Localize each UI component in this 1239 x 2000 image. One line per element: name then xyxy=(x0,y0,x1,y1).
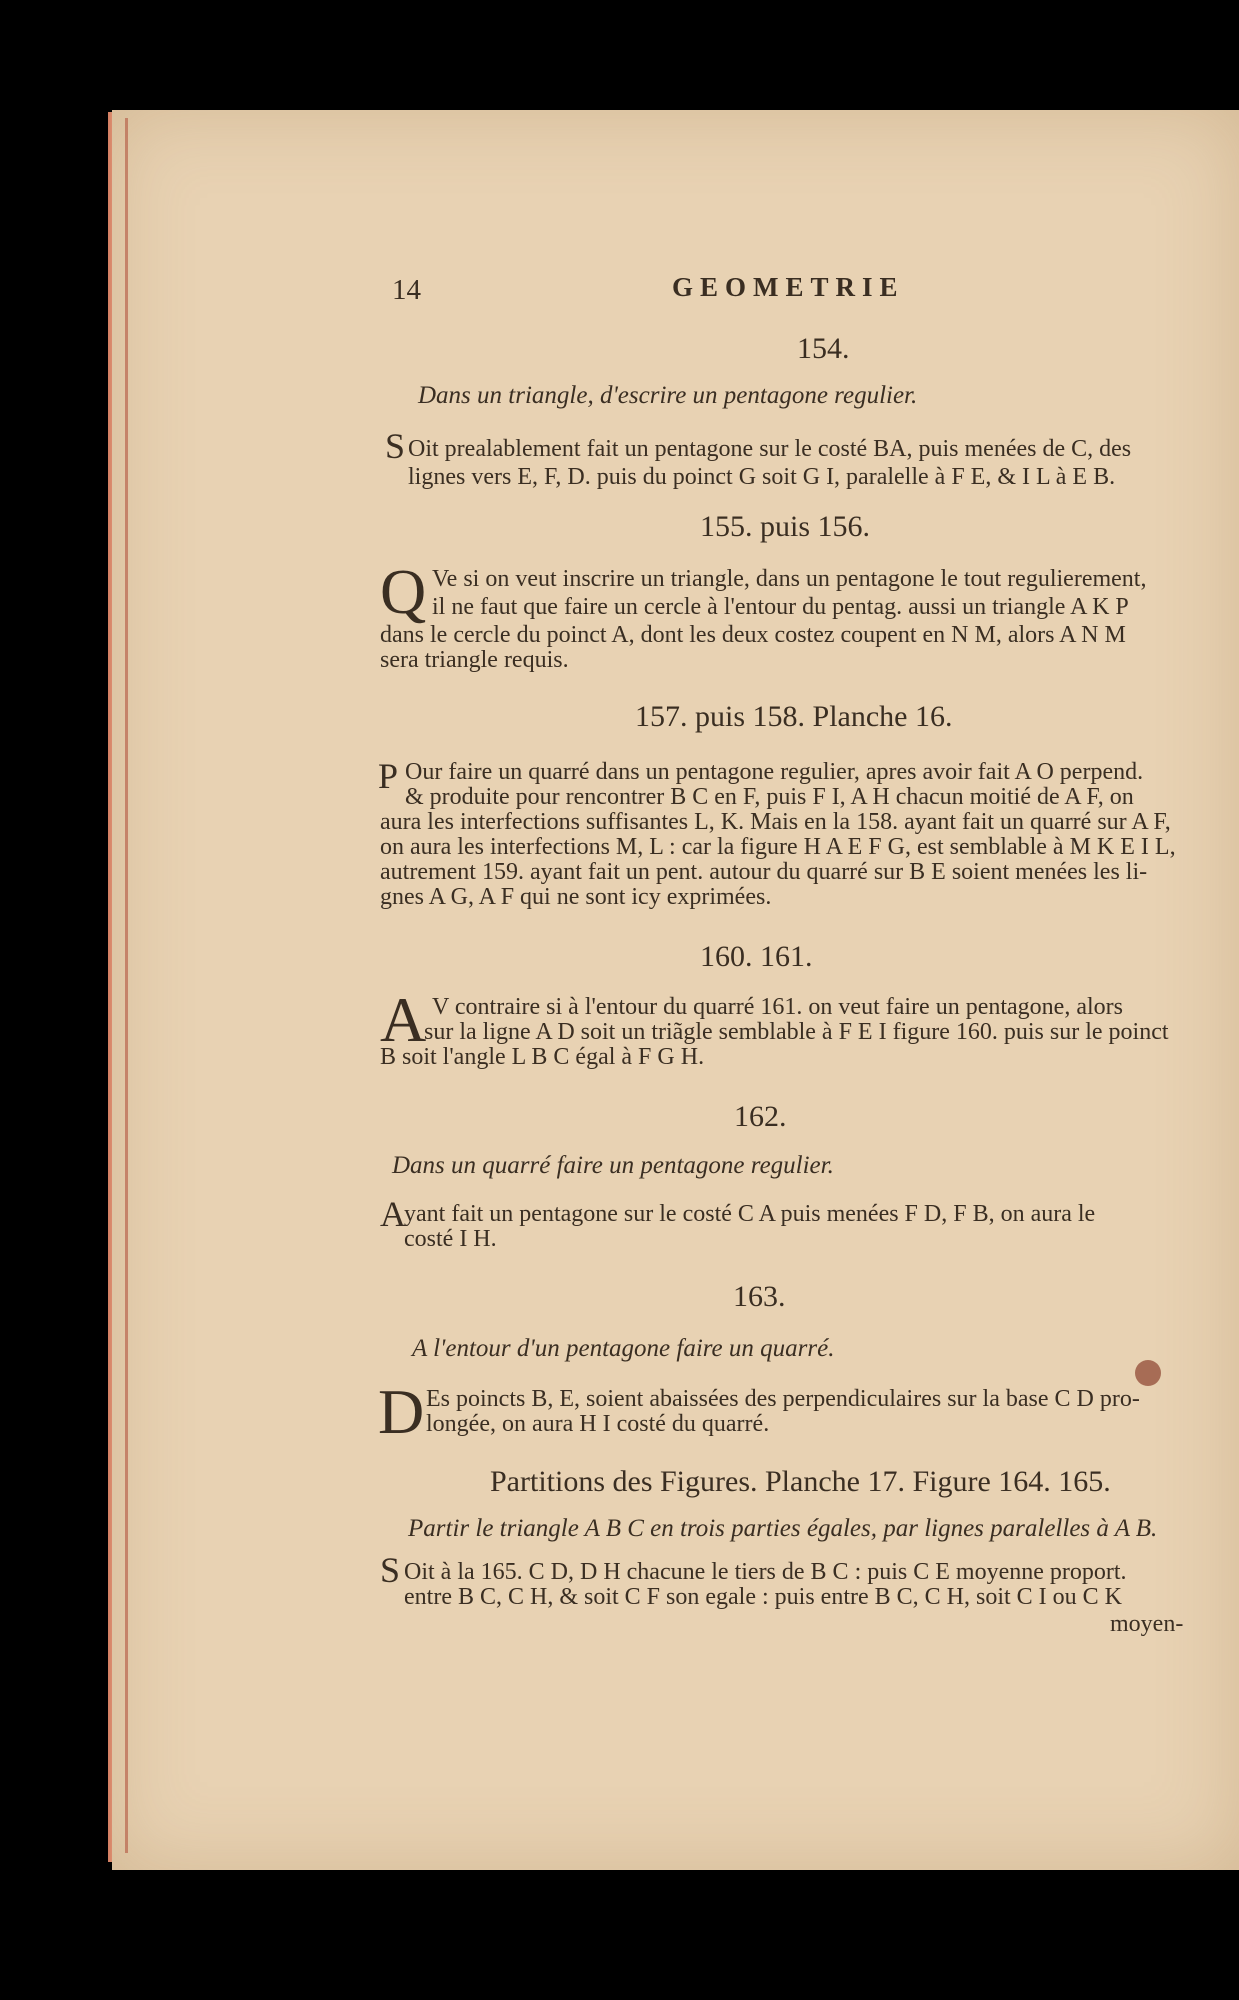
article-number: 160. 161. xyxy=(700,940,813,973)
article-title: Partir le triangle A B C en trois parties égales, par lignes paralelles à A B. xyxy=(408,1515,1158,1542)
text-line: autrement 159. ayant fait un pent. autour du quarré sur B E soient menées les li- xyxy=(380,859,1148,885)
article-number: 163. xyxy=(733,1280,786,1313)
article-title: Dans un triangle, d'escrire un pentagone regulier. xyxy=(418,382,918,409)
text-line: sera triangle requis. xyxy=(380,647,569,673)
article-number: 154. xyxy=(797,332,850,365)
text-line: yant fait un pentagone sur le costé C A puis menées F D, F B, on aura le xyxy=(404,1201,1096,1227)
article-number: 155. puis 156. xyxy=(700,510,871,543)
running-header: GEOMETRIE xyxy=(672,272,905,302)
article-number: 157. puis 158. Planche 16. xyxy=(635,700,953,733)
text-line: Es poincts B, E, soient abaissées des perpendiculaires sur la base C D pro- xyxy=(426,1386,1140,1412)
drop-cap: A xyxy=(380,1194,406,1234)
text-line: aura les interfections suffisantes L, K. Mais en la 158. ayant fait un quarré sur A F, xyxy=(380,809,1171,835)
article-title: A l'entour d'un pentagone faire un quarré. xyxy=(412,1335,835,1362)
text-line: costé I H. xyxy=(404,1226,497,1252)
catchword: moyen- xyxy=(1110,1611,1184,1637)
drop-cap: D xyxy=(378,1376,425,1447)
drop-cap: P xyxy=(378,756,399,796)
text-line: B soit l'angle L B C égal à F G H. xyxy=(380,1044,705,1070)
article-number: 162. xyxy=(734,1100,787,1133)
text-line: Ve si on veut inscrire un triangle, dans un pentagone le tout regulierement, xyxy=(432,566,1147,592)
drop-cap: Q xyxy=(380,556,427,627)
article-title: Dans un quarré faire un pentagone regulier. xyxy=(392,1152,834,1179)
text-line: sur la ligne A D soit un triãgle semblable à F E I figure 160. puis sur le poinct xyxy=(424,1019,1169,1045)
drop-cap: S xyxy=(380,1550,401,1590)
text-line: V contraire si à l'entour du quarré 161. on veut faire un pentagone, alors xyxy=(432,994,1123,1020)
text-line: gnes A G, A F qui ne sont icy exprimées. xyxy=(380,884,772,910)
text-line: & produite pour rencontrer B C en F, puis F I, A H chacun moitié de A F, on xyxy=(405,784,1134,810)
text-line: longée, on aura H I costé du quarré. xyxy=(426,1411,770,1437)
drop-cap: S xyxy=(385,426,406,466)
text-line: entre B C, C H, & soit C F son egale : puis entre B C, C H, soit C I ou C K xyxy=(404,1584,1122,1610)
section-heading: Partitions des Figures. Planche 17. Figure 164. 165. xyxy=(490,1465,1111,1498)
text-line: Oit prealablement fait un pentagone sur le costé BA, puis menées de C, des xyxy=(408,436,1132,462)
ink-stain xyxy=(1135,1360,1161,1386)
text-line: dans le cercle du poinct A, dont les deux costez coupent en N M, alors A N M xyxy=(380,622,1126,648)
text-line: Our faire un quarré dans un pentagone regulier, apres avoir fait A O perpend. xyxy=(405,759,1144,785)
page-number: 14 xyxy=(392,274,421,306)
text-line: on aura les interfections M, L : car la figure H A E F G, est semblable à M K E I L, xyxy=(380,834,1176,860)
text-line: il ne faut que faire un cercle à l'entour du pentag. aussi un triangle A K P xyxy=(432,594,1129,620)
text-line: Oit à la 165. C D, D H chacune le tiers de B C : puis C E moyenne proport. xyxy=(404,1559,1127,1585)
drop-cap: A xyxy=(380,984,427,1055)
text-line: lignes vers E, F, D. puis du poinct G soit G I, paralelle à F E, & I L à E B. xyxy=(408,464,1116,490)
